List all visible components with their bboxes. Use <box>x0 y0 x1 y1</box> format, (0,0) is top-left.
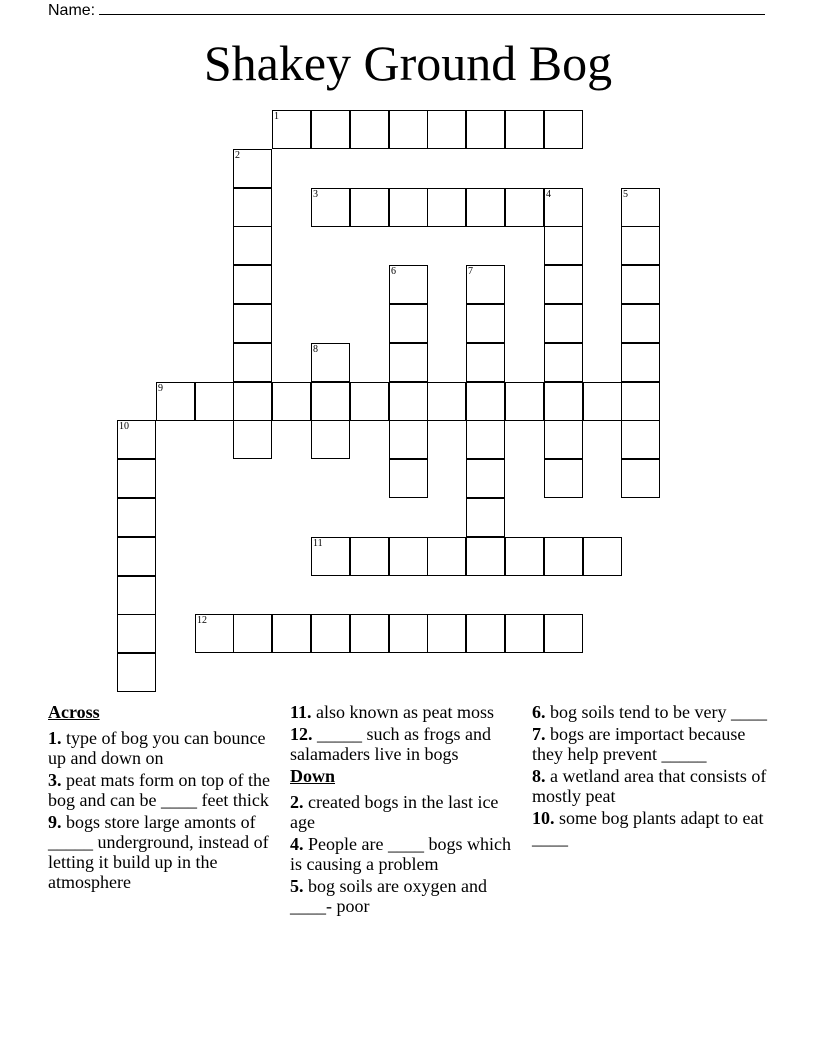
grid-cell[interactable] <box>389 382 428 421</box>
grid-cell[interactable] <box>466 382 505 421</box>
grid-cell[interactable] <box>233 304 272 343</box>
grid-cell[interactable] <box>233 343 272 382</box>
grid-cell[interactable] <box>117 459 156 498</box>
grid-cell[interactable] <box>466 614 505 653</box>
grid-cell[interactable] <box>311 420 350 459</box>
grid-cell[interactable] <box>621 265 660 304</box>
clue-number: 12 <box>197 615 207 626</box>
clue-column-2 <box>290 702 526 918</box>
grid-cell[interactable] <box>117 420 156 459</box>
clue-across-11: 11. also known as peat moss <box>290 702 494 722</box>
grid-cell[interactable] <box>117 653 156 692</box>
name-underline <box>99 0 765 15</box>
grid-cell[interactable] <box>583 537 622 576</box>
name-field[interactable] <box>48 0 765 20</box>
grid-cell[interactable] <box>621 304 660 343</box>
grid-cell[interactable] <box>350 537 389 576</box>
grid-cell[interactable] <box>621 226 660 265</box>
grid-cell[interactable] <box>621 382 660 421</box>
grid-cell[interactable] <box>311 343 350 382</box>
puzzle-title: Shakey Ground Bog <box>203 35 613 91</box>
grid-cell[interactable] <box>350 110 389 149</box>
grid-cell[interactable] <box>311 188 350 227</box>
grid-cell[interactable] <box>544 343 583 382</box>
grid-cell[interactable] <box>544 188 583 227</box>
grid-cell[interactable] <box>195 614 234 653</box>
clue-number: 9 <box>158 383 163 394</box>
clue-down-7: 7. bogs are importact because they help prevent _____ <box>532 724 746 764</box>
grid-cell[interactable] <box>466 498 505 537</box>
grid-cell[interactable] <box>233 188 272 227</box>
clue-across-9: 9. bogs store large amonts of _____ underground, instead of letting it build up in the atmosphere <box>48 812 269 892</box>
clue-across-1: 1. type of bog you can bounce up and down on <box>48 728 266 768</box>
grid-cell[interactable] <box>389 420 428 459</box>
grid-cell[interactable] <box>272 614 311 653</box>
grid-cell[interactable] <box>466 459 505 498</box>
clue-number: 6 <box>391 266 396 277</box>
clue-column-3 <box>532 702 768 850</box>
grid-cell[interactable] <box>505 537 544 576</box>
clue-number: 4 <box>546 189 551 200</box>
grid-cell[interactable] <box>233 149 272 188</box>
grid-cell[interactable] <box>544 265 583 304</box>
grid-cell[interactable] <box>389 537 428 576</box>
grid-cell[interactable] <box>117 576 156 615</box>
grid-cell[interactable] <box>466 343 505 382</box>
clue-number: 2 <box>235 150 240 161</box>
grid-cell[interactable] <box>311 537 350 576</box>
grid-cell[interactable] <box>583 382 622 421</box>
grid-cell[interactable] <box>389 343 428 382</box>
grid-cell[interactable] <box>466 188 505 227</box>
grid-cell[interactable] <box>156 382 195 421</box>
clue-number: 10 <box>119 421 129 432</box>
grid-cell[interactable] <box>427 537 466 576</box>
grid-cell[interactable] <box>544 459 583 498</box>
grid-cell[interactable] <box>350 188 389 227</box>
grid-cell[interactable] <box>117 614 156 653</box>
grid-cell[interactable] <box>389 304 428 343</box>
grid-cell[interactable] <box>233 420 272 459</box>
grid-cell[interactable] <box>311 110 350 149</box>
clue-number: 5 <box>623 189 628 200</box>
grid-cell[interactable] <box>233 226 272 265</box>
grid-cell[interactable] <box>389 265 428 304</box>
grid-cell[interactable] <box>505 614 544 653</box>
grid-cell[interactable] <box>505 110 544 149</box>
grid-cell[interactable] <box>466 420 505 459</box>
grid-cell[interactable] <box>505 382 544 421</box>
clue-across-12: 12. _____ such as frogs and salamaders live in bogs <box>290 724 491 764</box>
grid-cell[interactable] <box>272 382 311 421</box>
grid-cell[interactable] <box>621 420 660 459</box>
grid-cell[interactable] <box>466 265 505 304</box>
grid-cell[interactable] <box>427 614 466 653</box>
grid-cell[interactable] <box>117 537 156 576</box>
grid-cell[interactable] <box>233 382 272 421</box>
grid-cell[interactable] <box>621 188 660 227</box>
across-header: Across <box>48 702 100 722</box>
grid-cell[interactable] <box>233 265 272 304</box>
grid-cell[interactable] <box>466 110 505 149</box>
grid-cell[interactable] <box>389 110 428 149</box>
grid-cell[interactable] <box>466 537 505 576</box>
clue-down-2: 2. created bogs in the last ice age <box>290 792 499 832</box>
clue-down-10: 10. some bog plants adapt to eat ____ <box>532 808 764 848</box>
grid-cell[interactable] <box>544 537 583 576</box>
grid-cell[interactable] <box>427 382 466 421</box>
grid-cell[interactable] <box>544 226 583 265</box>
grid-cell[interactable] <box>427 110 466 149</box>
grid-cell[interactable] <box>544 110 583 149</box>
clue-number: 7 <box>468 266 473 277</box>
grid-cell[interactable] <box>466 304 505 343</box>
grid-cell[interactable] <box>544 304 583 343</box>
grid-cell[interactable] <box>117 498 156 537</box>
grid-cell[interactable] <box>389 614 428 653</box>
clue-down-5: 5. bog soils are oxygen and ____- poor <box>290 876 487 916</box>
down-header: Down <box>290 766 336 786</box>
grid-cell[interactable] <box>544 614 583 653</box>
grid-cell[interactable] <box>544 420 583 459</box>
clue-down-6: 6. bog soils tend to be very ____ <box>532 702 767 722</box>
grid-cell[interactable] <box>311 614 350 653</box>
grid-cell[interactable] <box>350 614 389 653</box>
clue-number: 3 <box>313 189 318 200</box>
grid-cell[interactable] <box>505 188 544 227</box>
clue-down-8: 8. a wetland area that consists of mostly peat <box>532 766 767 806</box>
grid-cell[interactable] <box>311 382 350 421</box>
grid-cell[interactable] <box>427 188 466 227</box>
grid-cell[interactable] <box>272 110 311 149</box>
grid-cell[interactable] <box>544 382 583 421</box>
grid-cell[interactable] <box>389 459 428 498</box>
clue-column-1 <box>48 702 284 894</box>
clue-number: 8 <box>313 344 318 355</box>
grid-cell[interactable] <box>350 382 389 421</box>
clue-number: 11 <box>313 538 323 549</box>
clue-across-3: 3. peat mats form on top of the bog and can be ____ feet thick <box>48 770 270 810</box>
grid-cell[interactable] <box>389 188 428 227</box>
grid-cell[interactable] <box>233 614 272 653</box>
clue-down-4: 4. People are ____ bogs which is causing a problem <box>290 834 511 874</box>
grid-cell[interactable] <box>621 343 660 382</box>
grid-cell[interactable] <box>621 459 660 498</box>
grid-cell[interactable] <box>195 382 234 421</box>
name-label: Name: <box>48 2 96 19</box>
clue-number: 1 <box>274 111 279 122</box>
